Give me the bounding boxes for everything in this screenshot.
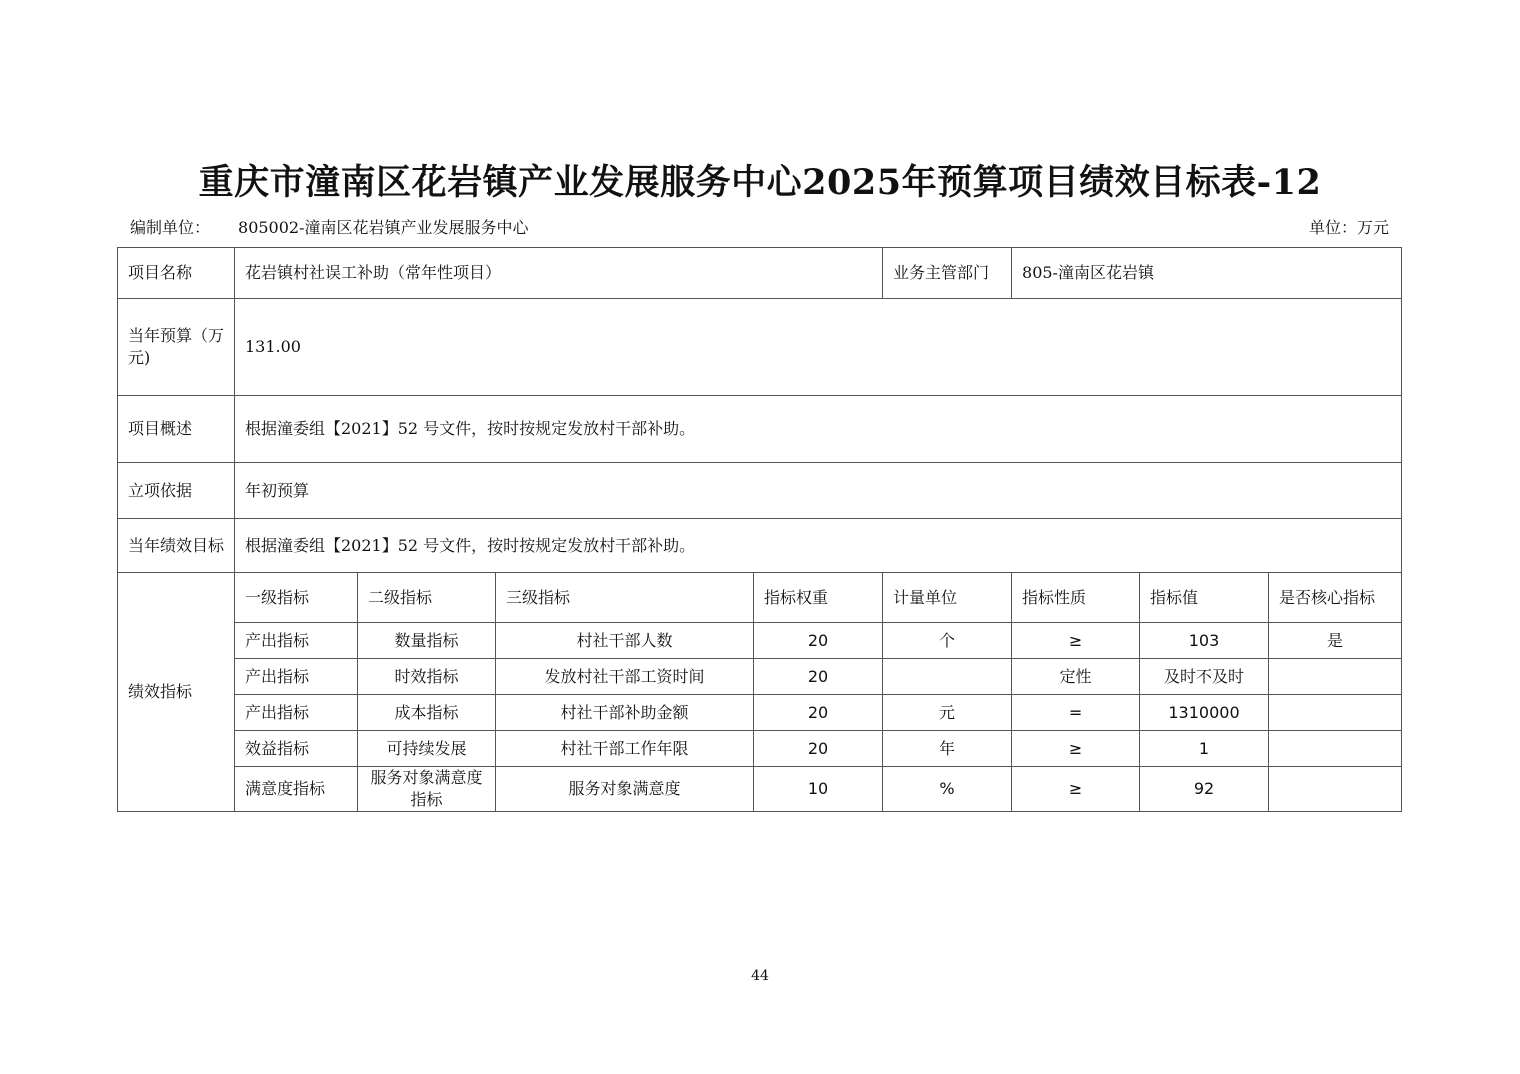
summary-label: 项目概述: [118, 396, 235, 463]
dept-label: 业务主管部门: [883, 248, 1012, 299]
cell-level3: 村社干部工作年限: [496, 731, 754, 767]
cell-level1: 效益指标: [235, 731, 358, 767]
row-budget: [118, 299, 1402, 396]
cell-level2: 可持续发展: [358, 731, 496, 767]
compiling-unit-label: 编制单位：: [130, 218, 211, 237]
cell-level3: 村社干部人数: [496, 623, 754, 659]
header-level1: 一级指标: [235, 573, 358, 623]
header-unit: 计量单位: [883, 573, 1012, 623]
cell-level1: 产出指标: [235, 659, 358, 695]
compiling-unit: [130, 215, 529, 238]
header-level3: 三级指标: [496, 573, 754, 623]
cell-nature: 定性: [1012, 659, 1140, 695]
cell-value: 及时不及时: [1140, 659, 1269, 695]
page-title: 重庆市潼南区花岩镇产业发展服务中心2025年预算项目绩效目标表-12: [198, 162, 1322, 203]
cell-unit: 个: [883, 623, 1012, 659]
basis-label: 立项依据: [118, 463, 235, 519]
row-basis: [118, 463, 1402, 519]
cell-level1: 产出指标: [235, 623, 358, 659]
cell-value: 1310000: [1140, 695, 1269, 731]
goal-label: 当年绩效目标: [118, 519, 235, 573]
budget-label: 当年预算（万元): [118, 299, 235, 396]
cell-nature: ≥: [1012, 623, 1140, 659]
cell-level1: 产出指标: [235, 695, 358, 731]
cell-value: 1: [1140, 731, 1269, 767]
cell-unit: [883, 659, 1012, 695]
performance-target-table: [117, 247, 1402, 812]
cell-nature: =: [1012, 695, 1140, 731]
budget-value: 131.00: [235, 299, 1402, 396]
summary-value: 根据潼委组【2021】52 号文件，按时按规定发放村干部补助。: [235, 396, 1402, 463]
cell-weight: 10: [754, 767, 883, 812]
basis-value: 年初预算: [235, 463, 1402, 519]
cell-core: [1269, 695, 1402, 731]
table-row: [118, 623, 1402, 659]
cell-core: 是: [1269, 623, 1402, 659]
header-value: 指标值: [1140, 573, 1269, 623]
row-project-name: [118, 248, 1402, 299]
cell-unit: %: [883, 767, 1012, 812]
cell-nature: ≥: [1012, 731, 1140, 767]
project-name-label: 项目名称: [118, 248, 235, 299]
row-summary: [118, 396, 1402, 463]
cell-weight: 20: [754, 659, 883, 695]
cell-weight: 20: [754, 623, 883, 659]
cell-level2: 时效指标: [358, 659, 496, 695]
project-name-value: 花岩镇村社误工补助（常年性项目）: [235, 248, 883, 299]
row-goal: [118, 519, 1402, 573]
table-row: [118, 731, 1402, 767]
indicators-section-label: 绩效指标: [118, 573, 235, 812]
goal-value: 根据潼委组【2021】52 号文件，按时按规定发放村干部补助。: [235, 519, 1402, 573]
cell-core: [1269, 659, 1402, 695]
cell-core: [1269, 767, 1402, 812]
cell-value: 103: [1140, 623, 1269, 659]
table-row: [118, 659, 1402, 695]
cell-unit: 元: [883, 695, 1012, 731]
cell-level2: 成本指标: [358, 695, 496, 731]
cell-weight: 20: [754, 731, 883, 767]
cell-nature: ≥: [1012, 767, 1140, 812]
compiling-unit-value: 805002-潼南区花岩镇产业发展服务中心: [238, 218, 529, 237]
header-nature: 指标性质: [1012, 573, 1140, 623]
cell-value: 92: [1140, 767, 1269, 812]
cell-level2: 数量指标: [358, 623, 496, 659]
cell-weight: 20: [754, 695, 883, 731]
cell-level2: 服务对象满意度指标: [358, 767, 496, 812]
cell-level3: 服务对象满意度: [496, 767, 754, 812]
currency-unit: 单位：万元: [1308, 218, 1389, 237]
cell-core: [1269, 731, 1402, 767]
cell-unit: 年: [883, 731, 1012, 767]
dept-value: 805-潼南区花岩镇: [1012, 248, 1402, 299]
cell-level3: 发放村社干部工资时间: [496, 659, 754, 695]
header-weight: 指标权重: [754, 573, 883, 623]
page-number: 44: [751, 968, 769, 984]
indicator-header-row: [118, 573, 1402, 623]
table-row: [118, 767, 1402, 812]
header-level2: 二级指标: [358, 573, 496, 623]
table-row: [118, 695, 1402, 731]
header-core: 是否核心指标: [1269, 573, 1402, 623]
cell-level1: 满意度指标: [235, 767, 358, 812]
cell-level3: 村社干部补助金额: [496, 695, 754, 731]
